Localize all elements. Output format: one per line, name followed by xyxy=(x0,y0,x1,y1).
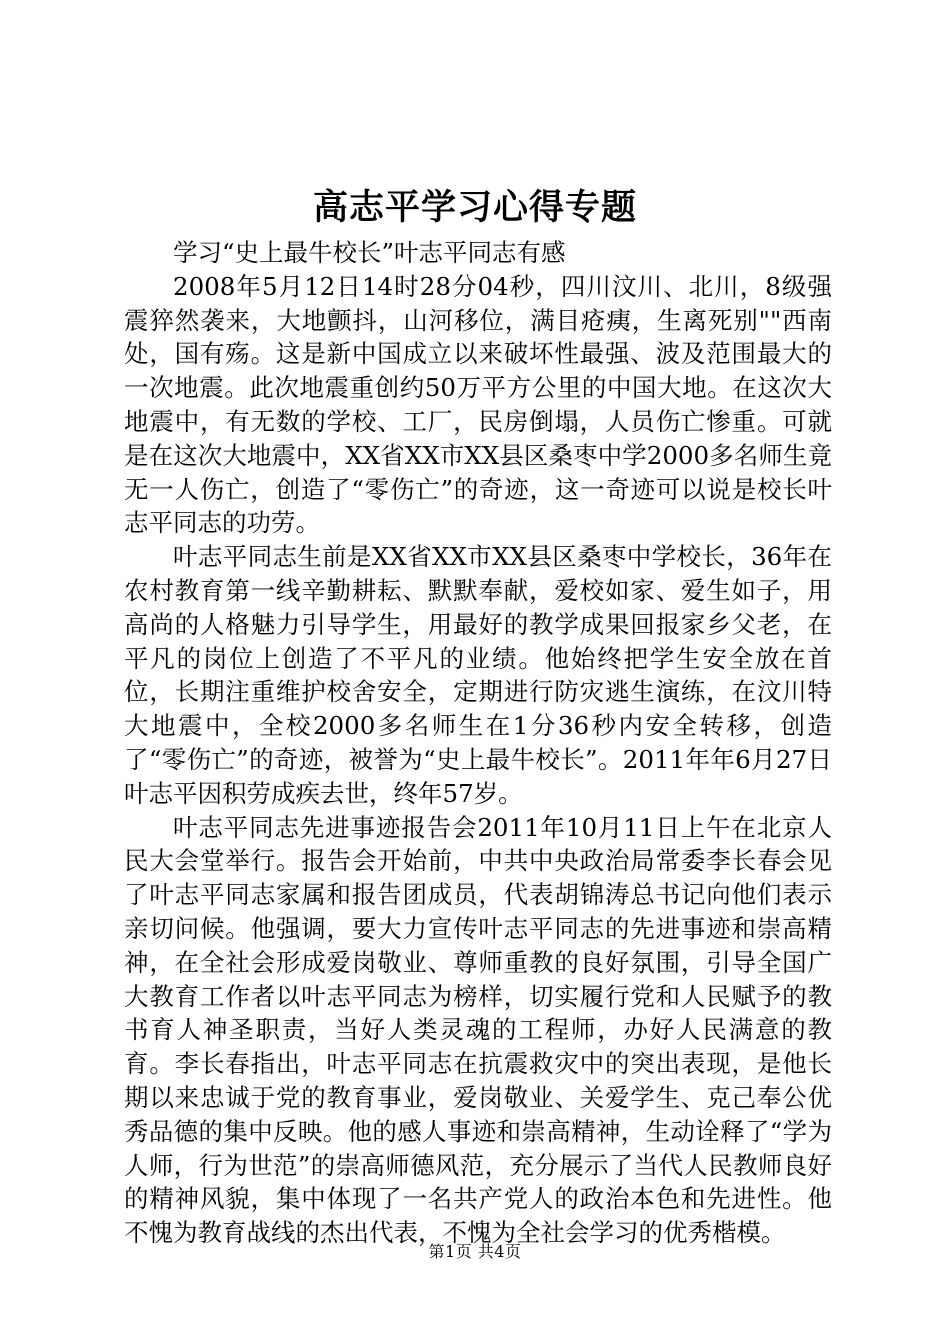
document-title: 高志平学习心得专题 xyxy=(312,187,637,228)
paragraph-biography: 叶志平同志生前是XX省XX市XX县区桑枣中学校长，36年在农村教育第一线辛勤耕耘、默默奉献，爱校如家、爱生如子，用高尚的人格魅力引导学生，用最好的教学成果回报家乡父老，在平凡的岗位上创造了不平凡的业绩。他始终把学生安全放在首位，长期注重维护校舍安全，定期进行防灾逃生演练，在汶川特大地震中，全校2000多名师生在1分36秒内安全转移，创造了“零伤亡”的奇迹，被誉为“史上最牛校长”。2011年年6月27日叶志平因积劳成疾去世，终年57岁。 xyxy=(124,542,832,808)
paragraph-earthquake: 2008年5月12日14时28分04秒，四川汶川、北川，8级强震猝然袭来，大地颤抖，山河移位，满目疮痍，生离死别""西南处，国有殇。这是新中国成立以来破坏性最强、波及范围最大的一次地震。此次地震重创约50万平方公里的中国大地。在这次大地震中，有无数的学校、工厂，民房倒塌，人员伤亡惨重。可就是在这次大地震中，XX省XX市XX县区桑枣中学2000多名师生竟无一人伤亡，创造了“零伤亡”的奇迹，这一奇迹可以说是校长叶志平同志的功劳。 xyxy=(124,271,832,538)
document-body xyxy=(124,236,832,1250)
paragraph-report-meeting: 叶志平同志先进事迹报告会2011年10月11日上午在北京人民大会堂举行。报告会开始前，中共中央政治局常委李长春会见了叶志平同志家属和报告团成员，代表胡锦涛总书记向他们表示亲切问候。他强调，要大力宣传叶志平同志的先进事迹和崇高精神，在全社会形成爱岗敬业、尊师重教的良好氛围，引导全国广大教育工作者以叶志平同志为榜样，切实履行党和人民赋予的教书育人神圣职责，当好人类灵魂的工程师，办好人民满意的教育。李长春指出，叶志平同志在抗震救灾中的突出表现，是他长期以来忠诚于党的教育事业，爱岗敬业、关爱学生、克己奉公优秀品德的集中反映。他的感人事迹和崇高精神，生动诠释了“学为人师，行为世范”的崇高师德风范，充分展示了当代人民教师良好的精神风貌，集中体现了一名共产党人的政治本色和先进性。他不愧为教育战线的杰出代表，不愧为全社会学习的优秀楷模。 xyxy=(124,812,832,1248)
page-number-footer: 第1页 共4页 xyxy=(428,1242,522,1261)
paragraph-subtitle: 学习“史上最牛校长”叶志平同志有感 xyxy=(173,238,566,267)
